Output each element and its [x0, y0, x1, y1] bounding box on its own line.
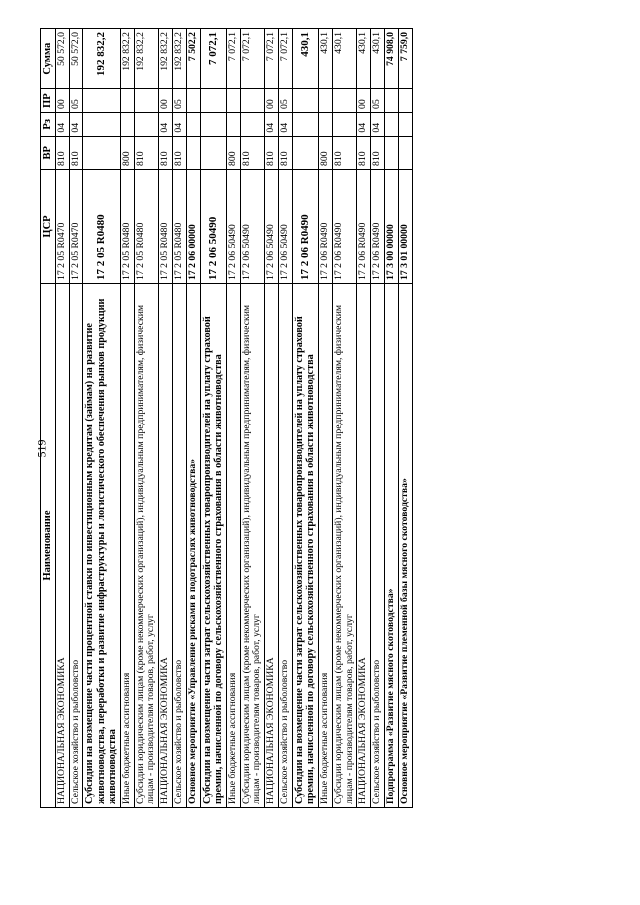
cell-name: Субсидии юридическим лицам (кроме некоммерческих организаций), индивидуальным предпринимателям, физическим лицам - производителям товаров, работ, услуг	[332, 284, 357, 808]
page-number: 519	[34, 439, 49, 458]
cell-csr: 17 2 05 R0470	[55, 169, 69, 283]
cell-name: Основное мероприятие «Развитие племенной базы мясного скотоводства»	[399, 284, 413, 808]
cell-rz: 04	[265, 112, 279, 136]
table-row	[293, 29, 319, 808]
cell-csr: 17 2 06 R0490	[371, 169, 385, 283]
cell-pr: 00	[265, 89, 279, 113]
cell-name: Субсидии на возмещение части затрат сельскохозяйственных товаропроизводителей на уплату страховой премии, начисленной по договору сельскохозяйственного страхования в области животноводства	[293, 284, 319, 808]
cell-sum: 7 072,1	[279, 29, 293, 89]
col-header-sum: Сумма	[41, 29, 56, 89]
cell-name: Иные бюджетные ассигнования	[226, 284, 240, 808]
cell-rz	[187, 112, 201, 136]
cell-vr	[293, 136, 319, 169]
cell-vr: 810	[173, 136, 187, 169]
cell-sum: 7 502,2	[187, 29, 201, 89]
cell-csr: 17 2 05 R0480	[159, 169, 173, 283]
table-row	[240, 29, 265, 808]
cell-csr: 17 2 06 R0490	[332, 169, 357, 283]
cell-pr	[187, 89, 201, 113]
cell-sum: 192 832,2	[83, 29, 120, 89]
cell-sum: 7 072,1	[226, 29, 240, 89]
cell-pr: 05	[371, 89, 385, 113]
col-header-pr: ПР	[41, 89, 56, 113]
cell-name: Сельское хозяйство и рыболовство	[279, 284, 293, 808]
cell-vr	[187, 136, 201, 169]
cell-name: Сельское хозяйство и рыболовство	[69, 284, 83, 808]
cell-rz: 04	[173, 112, 187, 136]
table-row	[83, 29, 120, 808]
cell-vr: 810	[265, 136, 279, 169]
cell-vr: 810	[159, 136, 173, 169]
cell-sum: 7 072,1	[200, 29, 226, 89]
cell-name: НАЦИОНАЛЬНАЯ ЭКОНОМИКА	[55, 284, 69, 808]
cell-rz	[385, 112, 399, 136]
cell-pr: 00	[357, 89, 371, 113]
cell-csr: 17 2 06 R0490	[357, 169, 371, 283]
cell-csr: 17 2 06 50490	[279, 169, 293, 283]
cell-csr: 17 2 06 50490	[240, 169, 265, 283]
cell-vr: 810	[69, 136, 83, 169]
cell-name: Субсидии на возмещение части затрат сельскохозяйственных товаропроизводителей на уплату страховой премии, начисленной по договору сельскохозяйственного страхования в области животноводства	[200, 284, 226, 808]
cell-pr: 05	[279, 89, 293, 113]
cell-sum: 50 572,0	[55, 29, 69, 89]
cell-rz	[200, 112, 226, 136]
cell-vr: 800	[226, 136, 240, 169]
table-row	[265, 29, 279, 808]
table-body	[55, 29, 412, 808]
cell-rz: 04	[279, 112, 293, 136]
cell-name: Иные бюджетные ассигнования	[120, 284, 134, 808]
table-row	[399, 29, 413, 808]
cell-rz	[120, 112, 134, 136]
cell-csr: 17 2 06 50490	[265, 169, 279, 283]
cell-csr: 17 2 06 50490	[200, 169, 226, 283]
cell-rz: 04	[55, 112, 69, 136]
cell-rz	[332, 112, 357, 136]
cell-pr	[120, 89, 134, 113]
col-header-csr: ЦСР	[41, 169, 56, 283]
cell-sum: 192 832,2	[134, 29, 159, 89]
cell-sum: 7 072,1	[240, 29, 265, 89]
cell-vr: 810	[371, 136, 385, 169]
table-row	[134, 29, 159, 808]
cell-name: НАЦИОНАЛЬНАЯ ЭКОНОМИКА	[357, 284, 371, 808]
cell-vr: 810	[357, 136, 371, 169]
table-header-row	[41, 29, 56, 808]
cell-rz: 04	[159, 112, 173, 136]
budget-table	[40, 28, 413, 808]
table-row	[357, 29, 371, 808]
cell-csr: 17 2 05 R0480	[134, 169, 159, 283]
cell-rz	[226, 112, 240, 136]
cell-sum: 430,1	[293, 29, 319, 89]
cell-name: НАЦИОНАЛЬНАЯ ЭКОНОМИКА	[265, 284, 279, 808]
cell-sum: 192 832,2	[159, 29, 173, 89]
cell-rz	[134, 112, 159, 136]
table-row	[385, 29, 399, 808]
cell-sum: 430,1	[318, 29, 332, 89]
cell-pr	[385, 89, 399, 113]
table-row	[332, 29, 357, 808]
cell-sum: 7 759,0	[399, 29, 413, 89]
table-row	[159, 29, 173, 808]
col-header-name: Наименование	[41, 284, 56, 808]
cell-csr: 17 2 05 R0480	[83, 169, 120, 283]
cell-pr: 05	[173, 89, 187, 113]
cell-csr: 17 3 01 00000	[399, 169, 413, 283]
cell-name: Субсидии юридическим лицам (кроме некоммерческих организаций), индивидуальным предпринимателям, физическим лицам - производителям товаров, работ, услуг	[240, 284, 265, 808]
cell-vr: 810	[279, 136, 293, 169]
cell-sum: 192 832,2	[173, 29, 187, 89]
cell-pr	[240, 89, 265, 113]
cell-name: НАЦИОНАЛЬНАЯ ЭКОНОМИКА	[159, 284, 173, 808]
cell-pr	[293, 89, 319, 113]
table-row	[318, 29, 332, 808]
cell-sum: 430,1	[332, 29, 357, 89]
table-row	[173, 29, 187, 808]
cell-csr: 17 2 06 50490	[226, 169, 240, 283]
table-row	[55, 29, 69, 808]
table-row	[200, 29, 226, 808]
cell-pr	[83, 89, 120, 113]
cell-rz	[399, 112, 413, 136]
cell-vr: 810	[134, 136, 159, 169]
cell-sum: 192 832,2	[120, 29, 134, 89]
cell-sum: 7 072,1	[265, 29, 279, 89]
cell-name: Основное мероприятие «Управление рисками в подотраслях животноводства»	[187, 284, 201, 808]
cell-sum: 430,1	[357, 29, 371, 89]
cell-rz	[240, 112, 265, 136]
cell-pr: 00	[159, 89, 173, 113]
cell-vr	[200, 136, 226, 169]
cell-vr: 810	[55, 136, 69, 169]
rotated-page	[40, 28, 600, 808]
table-row	[120, 29, 134, 808]
cell-rz: 04	[69, 112, 83, 136]
cell-pr	[200, 89, 226, 113]
cell-csr: 17 2 06 R0490	[293, 169, 319, 283]
cell-csr: 17 2 05 R0470	[69, 169, 83, 283]
cell-rz: 04	[371, 112, 385, 136]
cell-vr	[385, 136, 399, 169]
cell-vr: 810	[240, 136, 265, 169]
table-row	[187, 29, 201, 808]
cell-name: Сельское хозяйство и рыболовство	[371, 284, 385, 808]
cell-csr: 17 2 05 R0480	[173, 169, 187, 283]
cell-name: Иные бюджетные ассигнования	[318, 284, 332, 808]
cell-rz	[293, 112, 319, 136]
table-row	[69, 29, 83, 808]
cell-pr: 05	[69, 89, 83, 113]
cell-csr: 17 2 05 R0480	[120, 169, 134, 283]
cell-name: Субсидии юридическим лицам (кроме некоммерческих организаций), индивидуальным предпринимателям, физическим лицам - производителям товаров, работ, услуг	[134, 284, 159, 808]
cell-sum: 430,1	[371, 29, 385, 89]
cell-csr: 17 2 06 R0490	[318, 169, 332, 283]
cell-csr: 17 3 00 00000	[385, 169, 399, 283]
cell-name: Подпрограмма «Развитие мясного скотоводства»	[385, 284, 399, 808]
cell-pr	[134, 89, 159, 113]
cell-pr	[226, 89, 240, 113]
table-row	[371, 29, 385, 808]
cell-pr	[332, 89, 357, 113]
cell-pr: 00	[55, 89, 69, 113]
cell-csr: 17 2 06 00000	[187, 169, 201, 283]
cell-vr: 800	[120, 136, 134, 169]
cell-pr	[399, 89, 413, 113]
cell-pr	[318, 89, 332, 113]
cell-rz	[318, 112, 332, 136]
col-header-vr: ВР	[41, 136, 56, 169]
cell-name: Сельское хозяйство и рыболовство	[173, 284, 187, 808]
cell-vr	[83, 136, 120, 169]
table-row	[279, 29, 293, 808]
cell-rz	[83, 112, 120, 136]
cell-name: Субсидии на возмещение части процентной ставки по инвестиционным кредитам (займам) на развитие животноводства, переработки и развитие инфраструктуры и логистического обеспечения рынков продукции животноводства	[83, 284, 120, 808]
cell-vr: 800	[318, 136, 332, 169]
cell-vr	[399, 136, 413, 169]
cell-sum: 74 908,0	[385, 29, 399, 89]
cell-vr: 810	[332, 136, 357, 169]
cell-sum: 50 572,0	[69, 29, 83, 89]
cell-rz: 04	[357, 112, 371, 136]
table-row	[226, 29, 240, 808]
col-header-rz: Рз	[41, 112, 56, 136]
